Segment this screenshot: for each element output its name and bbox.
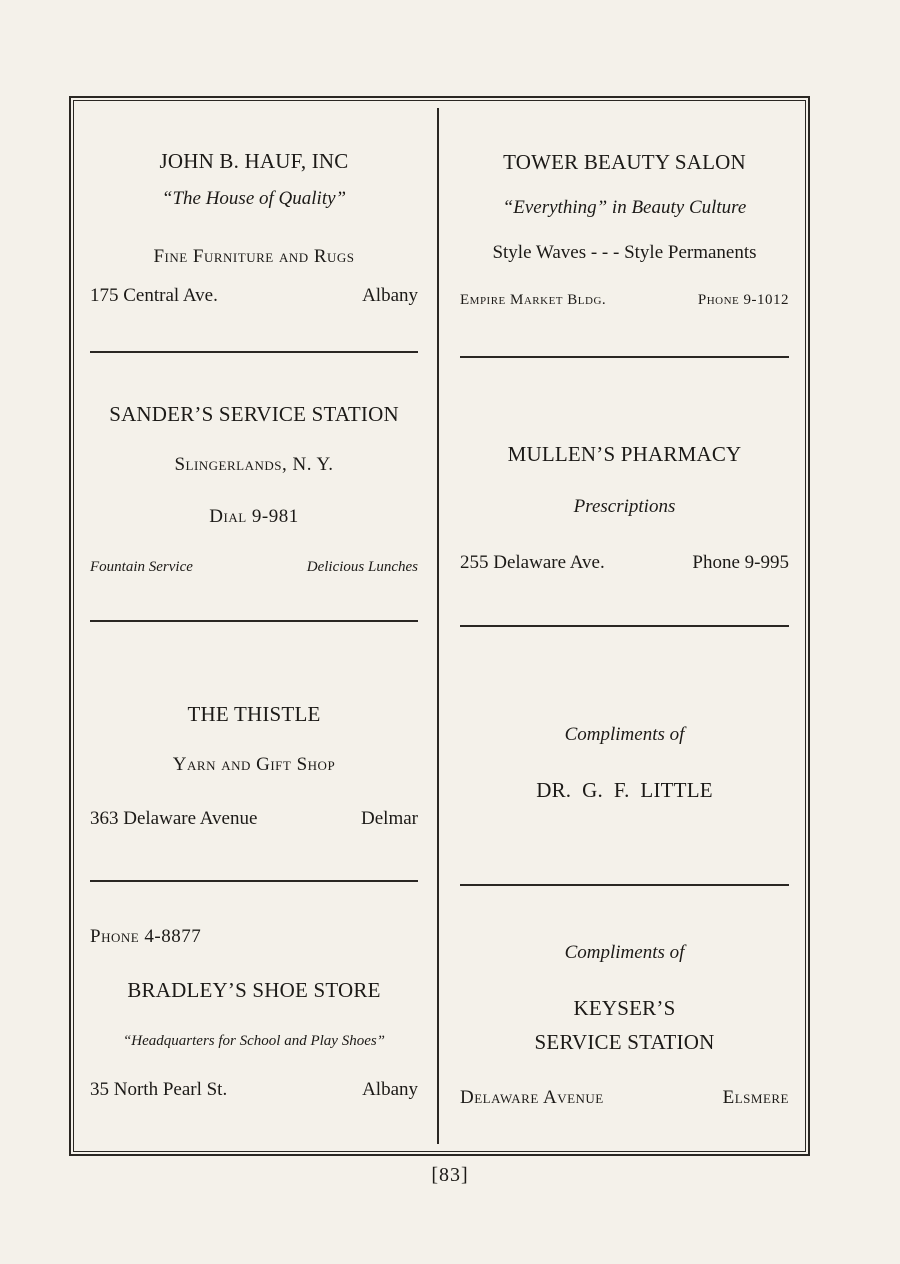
ad-footer bbox=[460, 292, 789, 309]
ad-feature: Fountain Service bbox=[90, 559, 193, 575]
ad-address: Delaware Avenue bbox=[460, 1087, 604, 1108]
ad-slogan-quoted: “Everything” bbox=[502, 197, 608, 218]
ad-tagline: Yarn and Gift Shop bbox=[172, 754, 336, 775]
ad-slogan: “The House of Quality” bbox=[161, 188, 347, 209]
ad-compliments: Compliments of bbox=[564, 942, 685, 963]
ad-footer bbox=[90, 559, 418, 576]
divider-rule bbox=[90, 620, 418, 622]
ad-city: Delmar bbox=[361, 808, 418, 829]
divider-rule bbox=[90, 880, 418, 882]
ad-title: SANDER’S SERVICE STATION bbox=[109, 402, 399, 426]
column-divider bbox=[437, 108, 439, 1144]
ad-address: 35 North Pearl St. bbox=[90, 1079, 228, 1100]
ad-phone: Phone 9-995 bbox=[692, 552, 789, 573]
ad-location: Slingerlands, N. Y. bbox=[174, 454, 334, 475]
ad-title: MULLEN’S PHARMACY bbox=[507, 442, 742, 466]
ad-footer bbox=[90, 285, 418, 307]
ad-slogan: “Headquarters for School and Play Shoes” bbox=[122, 1033, 386, 1049]
ad-title: TOWER BEAUTY SALON bbox=[503, 150, 746, 174]
divider-rule bbox=[460, 625, 789, 627]
ad-title: JOHN B. HAUF, INC bbox=[159, 149, 349, 173]
ad-tower bbox=[460, 148, 789, 318]
ad-title: THE THISTLE bbox=[187, 702, 321, 726]
ad-slogan bbox=[460, 197, 789, 219]
ad-phone: Phone 9-1012 bbox=[697, 292, 789, 308]
ad-address: 363 Delaware Avenue bbox=[90, 808, 258, 829]
divider-rule bbox=[460, 356, 789, 358]
ad-phone: Phone 4-8877 bbox=[90, 926, 202, 947]
ad-title: SERVICE STATION bbox=[534, 1030, 715, 1054]
ad-footer bbox=[460, 1087, 789, 1109]
ad-footer bbox=[460, 552, 789, 574]
ad-keyser bbox=[460, 940, 789, 1115]
ad-title: DR. G. F. LITTLE bbox=[536, 778, 713, 802]
page-number: [83] bbox=[431, 1164, 469, 1186]
ad-phone: Dial 9-981 bbox=[209, 506, 299, 527]
ad-title: BRADLEY’S SHOE STORE bbox=[127, 978, 381, 1002]
ad-address: 175 Central Ave. bbox=[90, 285, 218, 306]
ad-footer bbox=[90, 808, 418, 830]
ad-tagline: Style Waves - - - Style Permanents bbox=[492, 242, 757, 263]
ad-slogan-rest: in Beauty Culture bbox=[607, 197, 747, 218]
ad-hauf bbox=[90, 145, 418, 325]
ad-mullen bbox=[460, 438, 789, 588]
ad-tagline: Prescriptions bbox=[573, 496, 676, 517]
divider-rule bbox=[90, 351, 418, 353]
ad-bradley bbox=[90, 924, 418, 1114]
ad-footer bbox=[90, 1079, 418, 1101]
divider-rule bbox=[460, 884, 789, 886]
ad-address: Empire Market Bldg. bbox=[460, 292, 607, 308]
ad-address: 255 Delaware Ave. bbox=[460, 552, 605, 573]
ad-feature: Delicious Lunches bbox=[306, 559, 418, 575]
ad-title: KEYSER’S bbox=[573, 996, 676, 1020]
ad-city: Albany bbox=[362, 1079, 418, 1100]
ad-thistle bbox=[90, 698, 418, 838]
ad-compliments: Compliments of bbox=[564, 724, 685, 745]
ad-little bbox=[460, 722, 789, 812]
ad-city: Elsmere bbox=[722, 1087, 789, 1108]
ad-sander bbox=[90, 398, 418, 588]
ad-tagline: Fine Furniture and Rugs bbox=[153, 246, 355, 267]
ad-city: Albany bbox=[362, 285, 418, 306]
